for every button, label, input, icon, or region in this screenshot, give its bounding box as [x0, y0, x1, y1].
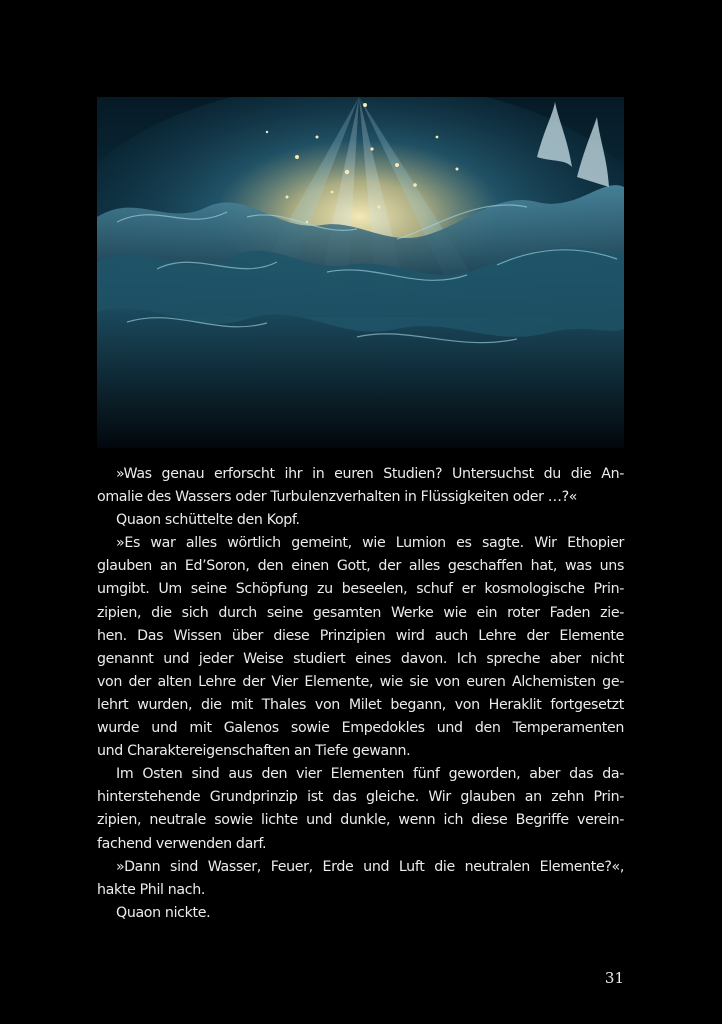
text-line: »Es war alles wörtlich gemeint, wie Lumion es sagte. Wir Ethopier: [116, 535, 624, 552]
page-number: 31: [604, 969, 624, 987]
text-line: genannt und jeder Weise studiert eines davon. Ich spreche aber nicht: [97, 650, 624, 667]
text-line: lehrt wurden, die mit Thales von Milet begann, von Heraklit fortgesetzt: [97, 696, 624, 713]
text-line: »Was genau erforscht ihr in euren Studien? Untersuchst du die An-: [116, 466, 624, 482]
text-line: hinterstehende Grundprinzip ist das gleiche. Wir glauben an zehn Prin-: [97, 789, 624, 806]
chapter-illustration: [97, 97, 624, 448]
text-line: umgibt. Um seine Schöpfung zu beseelen, schuf er kosmologische Prin-: [97, 581, 624, 598]
text-line: »Dann sind Wasser, Feuer, Erde und Luft die neutralen Elemente?«,: [116, 858, 624, 875]
text-line: Quaon schüttelte den Kopf.: [116, 512, 300, 529]
text-line: omalie des Wassers oder Turbulenzverhalten in Flüssigkeiten oder …?«: [97, 489, 578, 506]
text-line: wurde und mit Galenos sowie Empedokles und den Temperamenten: [97, 720, 624, 737]
text-line: Im Osten sind aus den vier Elementen fünf geworden, aber das da-: [116, 766, 624, 783]
text-line: zipien, die sich durch seine gesamten Werke wie ein roter Faden zie-: [97, 604, 624, 621]
underwater-waves-image: [97, 97, 624, 448]
text-line: fachend verwenden darf.: [97, 835, 267, 852]
body-text: [97, 463, 624, 925]
text-line: zipien, neutrale sowie lichte und dunkle, wenn ich diese Begriffe verein-: [97, 812, 624, 829]
text-line: glauben an Ed’Soron, den einen Gott, der alles geschaffen hat, was uns: [97, 558, 624, 575]
text-line: hen. Das Wissen über diese Prinzipien wird auch Lehre der Elemente: [97, 627, 624, 644]
text-line: Quaon nickte.: [116, 904, 211, 921]
text-line: und Charaktereigenschaften an Tiefe gewann.: [97, 743, 411, 760]
text-line: hakte Phil nach.: [97, 881, 206, 898]
text-line: von der alten Lehre der Vier Elemente, wie sie von euren Alchemisten ge-: [97, 673, 624, 690]
